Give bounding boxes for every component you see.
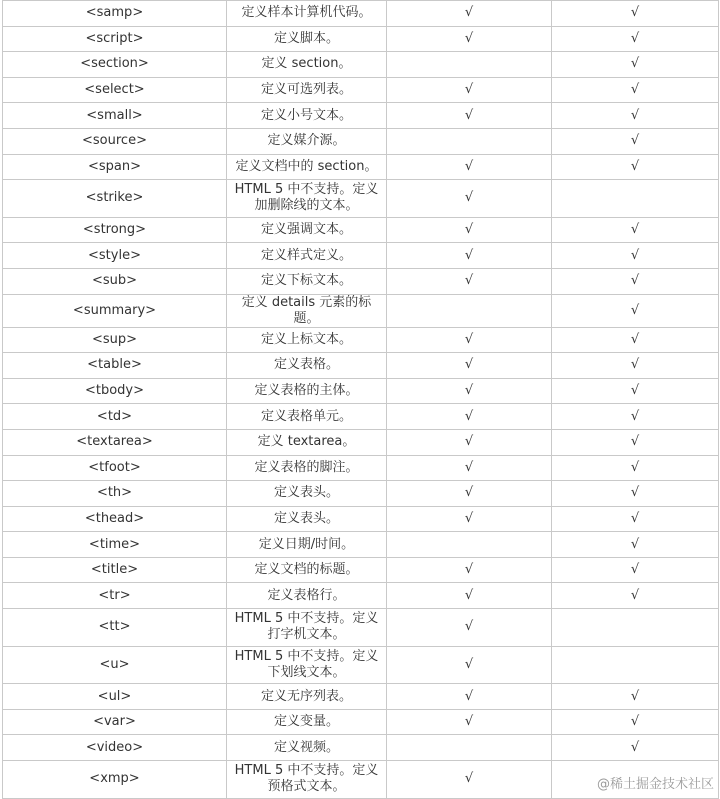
- check-mark: √: [630, 459, 640, 475]
- check-mark: √: [630, 536, 640, 552]
- check-mark: √: [464, 383, 474, 399]
- table-row: [3, 609, 719, 647]
- tag-description-cell: [227, 217, 387, 243]
- table-row: [3, 378, 719, 404]
- tag-description-cell: [227, 646, 387, 684]
- html4-support-cell: [387, 268, 552, 294]
- table-row: [3, 327, 719, 353]
- check-mark: √: [630, 273, 640, 289]
- table-row: [3, 404, 719, 430]
- tag-name-text: <source>: [82, 133, 147, 149]
- tag-description-cell: [227, 684, 387, 710]
- tag-description-cell: [227, 557, 387, 583]
- html5-support-cell: [552, 709, 719, 735]
- tag-name-cell: [3, 481, 227, 507]
- tag-description-text: 定义变量。: [273, 714, 339, 730]
- tag-name-text: <sup>: [91, 331, 138, 347]
- html4-support-cell: [387, 404, 552, 430]
- tag-description-cell: [227, 103, 387, 129]
- check-mark: √: [630, 434, 640, 450]
- table-row: [3, 532, 719, 558]
- check-mark: √: [630, 247, 640, 263]
- html4-support-cell: [387, 583, 552, 609]
- check-mark: √: [464, 656, 474, 672]
- tag-name-text: <title>: [90, 562, 139, 578]
- tag-description-text: 定义 section。: [261, 56, 352, 72]
- tag-name-cell: [3, 378, 227, 404]
- html4-support-cell: [387, 52, 552, 78]
- check-mark: √: [464, 562, 474, 578]
- tag-description-cell: [227, 378, 387, 404]
- tag-name-cell: [3, 128, 227, 154]
- html-tags-table: [2, 0, 719, 799]
- table-row: [3, 268, 719, 294]
- check-mark: √: [464, 273, 474, 289]
- tag-name-cell: [3, 557, 227, 583]
- table-row: [3, 684, 719, 710]
- tag-name-cell: [3, 429, 227, 455]
- check-mark: √: [630, 383, 640, 399]
- html4-support-cell: [387, 128, 552, 154]
- html4-support-cell: [387, 217, 552, 243]
- watermark: @稀土掘金技术社区: [597, 773, 714, 792]
- html4-support-cell: [387, 77, 552, 103]
- tag-name-text: <small>: [86, 107, 143, 123]
- html4-support-cell: [387, 761, 552, 799]
- tag-description-text: 定义上标文本。: [260, 331, 352, 347]
- check-mark: √: [630, 510, 640, 526]
- tag-description-cell: [227, 583, 387, 609]
- html5-support-cell: [552, 77, 719, 103]
- check-mark: √: [630, 302, 640, 318]
- tag-description-text: 定义 details 元素的标题。: [241, 294, 372, 326]
- html4-support-cell: [387, 103, 552, 129]
- check-mark: √: [464, 82, 474, 98]
- check-mark: √: [464, 5, 474, 21]
- check-mark: √: [464, 408, 474, 424]
- html5-support-cell: [552, 327, 719, 353]
- tag-description-text: HTML 5 中不支持。定义加删除线的文本。: [234, 182, 379, 214]
- html4-support-cell: [387, 1, 552, 27]
- tag-description-cell: [227, 506, 387, 532]
- tag-description-cell: [227, 353, 387, 379]
- tag-name-cell: [3, 506, 227, 532]
- tag-description-cell: [227, 52, 387, 78]
- tag-description-text: 定义无序列表。: [260, 688, 352, 704]
- tag-description-cell: [227, 294, 387, 327]
- check-mark: √: [630, 562, 640, 578]
- html4-support-cell: [387, 353, 552, 379]
- tag-description-cell: [227, 128, 387, 154]
- table-row: [3, 735, 719, 761]
- tag-name-text: <span>: [87, 158, 141, 174]
- table-row: [3, 77, 719, 103]
- tag-description-text: 定义 textarea。: [257, 434, 356, 450]
- html5-support-cell: [552, 735, 719, 761]
- table-row: [3, 557, 719, 583]
- tag-name-text: <strong>: [82, 222, 147, 238]
- html5-support-cell: [552, 1, 719, 27]
- html5-support-cell: [552, 52, 719, 78]
- check-mark: √: [464, 30, 474, 46]
- html5-support-cell: [552, 481, 719, 507]
- html5-support-cell: [552, 532, 719, 558]
- check-mark: √: [630, 485, 640, 501]
- table-row: [3, 217, 719, 243]
- tag-name-text: <td>: [96, 408, 133, 424]
- check-mark: √: [630, 331, 640, 347]
- html4-support-cell: [387, 646, 552, 684]
- html5-support-cell: [552, 103, 719, 129]
- tag-description-cell: [227, 481, 387, 507]
- check-mark: √: [630, 587, 640, 603]
- table-row: [3, 52, 719, 78]
- tag-name-text: <th>: [96, 485, 133, 501]
- tag-name-cell: [3, 583, 227, 609]
- html5-support-cell: [552, 128, 719, 154]
- check-mark: √: [464, 331, 474, 347]
- html5-support-cell: [552, 378, 719, 404]
- tag-description-text: 定义样本计算机代码。: [241, 5, 372, 21]
- tag-description-cell: [227, 26, 387, 52]
- html5-support-cell: [552, 217, 719, 243]
- tag-description-cell: [227, 404, 387, 430]
- html5-support-cell: [552, 154, 719, 180]
- check-mark: √: [630, 739, 640, 755]
- check-mark: √: [630, 688, 640, 704]
- tag-name-cell: [3, 761, 227, 799]
- tag-description-text: HTML 5 中不支持。定义下划线文本。: [234, 648, 379, 680]
- html4-support-cell: [387, 709, 552, 735]
- tag-description-text: 定义表头。: [273, 510, 339, 526]
- tag-name-cell: [3, 646, 227, 684]
- check-mark: √: [464, 714, 474, 730]
- check-mark: √: [464, 587, 474, 603]
- tag-description-cell: [227, 154, 387, 180]
- html4-support-cell: [387, 609, 552, 647]
- tag-name-cell: [3, 217, 227, 243]
- table-body: [3, 1, 719, 799]
- tag-name-text: <video>: [85, 739, 144, 755]
- tag-name-text: <section>: [80, 56, 149, 72]
- check-mark: √: [464, 158, 474, 174]
- html4-support-cell: [387, 455, 552, 481]
- tag-description-cell: [227, 180, 387, 218]
- tag-name-cell: [3, 404, 227, 430]
- tag-name-cell: [3, 455, 227, 481]
- tag-name-text: <script>: [85, 30, 144, 46]
- check-mark: √: [464, 688, 474, 704]
- tag-description-text: 定义日期/时间。: [258, 536, 355, 552]
- tag-description-cell: [227, 268, 387, 294]
- table-row: [3, 646, 719, 684]
- tag-name-cell: [3, 154, 227, 180]
- check-mark: √: [630, 133, 640, 149]
- tag-name-cell: [3, 294, 227, 327]
- html5-support-cell: [552, 353, 719, 379]
- check-mark: √: [630, 107, 640, 123]
- check-mark: √: [464, 222, 474, 238]
- table-row: [3, 353, 719, 379]
- tag-description-text: HTML 5 中不支持。定义预格式文本。: [234, 763, 379, 795]
- tag-name-text: <time>: [88, 536, 141, 552]
- table-row: [3, 429, 719, 455]
- table-row: [3, 26, 719, 52]
- check-mark: √: [464, 485, 474, 501]
- html5-support-cell: [552, 429, 719, 455]
- html4-support-cell: [387, 429, 552, 455]
- table-row: [3, 103, 719, 129]
- table-row: [3, 709, 719, 735]
- tag-description-text: 定义媒介源。: [267, 133, 346, 149]
- tag-name-cell: [3, 243, 227, 269]
- check-mark: √: [630, 56, 640, 72]
- html5-support-cell: [552, 26, 719, 52]
- check-mark: √: [630, 408, 640, 424]
- tag-name-text: <sub>: [91, 273, 138, 289]
- tag-name-text: <ul>: [97, 688, 132, 704]
- tag-name-text: <tt>: [98, 619, 131, 635]
- tag-description-text: 定义表头。: [273, 485, 339, 501]
- tag-name-cell: [3, 684, 227, 710]
- html4-support-cell: [387, 378, 552, 404]
- tag-name-text: <thead>: [84, 510, 145, 526]
- check-mark: √: [630, 222, 640, 238]
- table-row: [3, 506, 719, 532]
- html4-support-cell: [387, 684, 552, 710]
- tag-description-cell: [227, 735, 387, 761]
- tag-name-cell: [3, 268, 227, 294]
- html5-support-cell: [552, 609, 719, 647]
- tag-description-text: 定义脚本。: [273, 30, 339, 46]
- html4-support-cell: [387, 243, 552, 269]
- tag-name-text: <samp>: [85, 5, 144, 21]
- tag-description-text: 定义表格。: [273, 357, 339, 373]
- tag-description-text: 定义表格单元。: [260, 408, 352, 424]
- html5-support-cell: [552, 294, 719, 327]
- tag-description-text: 定义下标文本。: [260, 273, 352, 289]
- tag-name-text: <u>: [99, 656, 130, 672]
- html4-support-cell: [387, 327, 552, 353]
- tag-description-cell: [227, 429, 387, 455]
- html5-support-cell: [552, 268, 719, 294]
- table-row: [3, 294, 719, 327]
- tag-name-cell: [3, 52, 227, 78]
- tag-description-cell: [227, 761, 387, 799]
- html4-support-cell: [387, 735, 552, 761]
- tag-description-cell: [227, 609, 387, 647]
- table-row: [3, 243, 719, 269]
- html5-support-cell: [552, 404, 719, 430]
- html4-support-cell: [387, 506, 552, 532]
- check-mark: √: [630, 714, 640, 730]
- html5-support-cell: [552, 455, 719, 481]
- html5-support-cell: [552, 506, 719, 532]
- tag-description-cell: [227, 1, 387, 27]
- table-row: [3, 180, 719, 218]
- check-mark: √: [464, 771, 474, 787]
- tag-description-cell: [227, 77, 387, 103]
- tag-description-text: 定义可选列表。: [260, 82, 352, 98]
- tag-description-cell: [227, 709, 387, 735]
- tag-description-text: 定义视频。: [273, 739, 339, 755]
- tag-name-cell: [3, 1, 227, 27]
- tag-name-cell: [3, 180, 227, 218]
- tag-name-text: <tr>: [98, 587, 131, 603]
- tag-description-text: 定义小号文本。: [260, 107, 352, 123]
- tag-description-text: 定义文档的标题。: [254, 562, 359, 578]
- tag-name-text: <summary>: [72, 302, 157, 318]
- html5-support-cell: [552, 684, 719, 710]
- check-mark: √: [630, 158, 640, 174]
- tag-name-text: <var>: [93, 714, 136, 730]
- html4-support-cell: [387, 180, 552, 218]
- tag-name-cell: [3, 353, 227, 379]
- tag-description-text: 定义样式定义。: [260, 247, 352, 263]
- html4-support-cell: [387, 294, 552, 327]
- html5-support-cell: [552, 646, 719, 684]
- check-mark: √: [464, 459, 474, 475]
- tag-description-text: 定义文档中的 section。: [235, 158, 378, 174]
- check-mark: √: [464, 619, 474, 635]
- tag-description-text: 定义表格行。: [267, 587, 346, 603]
- table-row: [3, 481, 719, 507]
- html4-support-cell: [387, 557, 552, 583]
- table-row: [3, 455, 719, 481]
- table-row: [3, 1, 719, 27]
- check-mark: √: [630, 5, 640, 21]
- html4-support-cell: [387, 481, 552, 507]
- html5-support-cell: [552, 583, 719, 609]
- tag-name-text: <tfoot>: [88, 459, 141, 475]
- tag-name-cell: [3, 709, 227, 735]
- check-mark: √: [464, 357, 474, 373]
- table-row: [3, 154, 719, 180]
- tag-description-cell: [227, 532, 387, 558]
- tag-description-cell: [227, 327, 387, 353]
- html4-support-cell: [387, 154, 552, 180]
- tag-name-cell: [3, 327, 227, 353]
- check-mark: √: [630, 82, 640, 98]
- tag-name-text: <strike>: [85, 190, 144, 206]
- tag-description-text: 定义表格的脚注。: [254, 459, 359, 475]
- tag-name-text: <table>: [87, 357, 142, 373]
- tag-description-text: HTML 5 中不支持。定义打字机文本。: [234, 611, 379, 643]
- tag-name-text: <style>: [88, 247, 141, 263]
- table-row: [3, 583, 719, 609]
- tag-name-text: <select>: [84, 82, 145, 98]
- tag-description-cell: [227, 455, 387, 481]
- tag-description-text: 定义表格的主体。: [254, 383, 359, 399]
- html5-support-cell: [552, 243, 719, 269]
- tag-description-text: 定义强调文本。: [260, 222, 352, 238]
- check-mark: √: [464, 190, 474, 206]
- tag-name-text: <tbody>: [84, 383, 145, 399]
- check-mark: √: [630, 357, 640, 373]
- check-mark: √: [464, 510, 474, 526]
- html4-support-cell: [387, 26, 552, 52]
- check-mark: √: [630, 30, 640, 46]
- check-mark: √: [464, 107, 474, 123]
- tag-name-text: <xmp>: [89, 771, 140, 787]
- tag-name-cell: [3, 77, 227, 103]
- tag-name-cell: [3, 609, 227, 647]
- html4-support-cell: [387, 532, 552, 558]
- tag-description-cell: [227, 243, 387, 269]
- check-mark: √: [464, 434, 474, 450]
- check-mark: √: [464, 247, 474, 263]
- html5-support-cell: [552, 557, 719, 583]
- tag-name-cell: [3, 532, 227, 558]
- tag-name-text: <textarea>: [76, 434, 153, 450]
- tag-name-cell: [3, 735, 227, 761]
- table-row: [3, 128, 719, 154]
- tag-name-cell: [3, 103, 227, 129]
- tag-name-cell: [3, 26, 227, 52]
- html5-support-cell: [552, 180, 719, 218]
